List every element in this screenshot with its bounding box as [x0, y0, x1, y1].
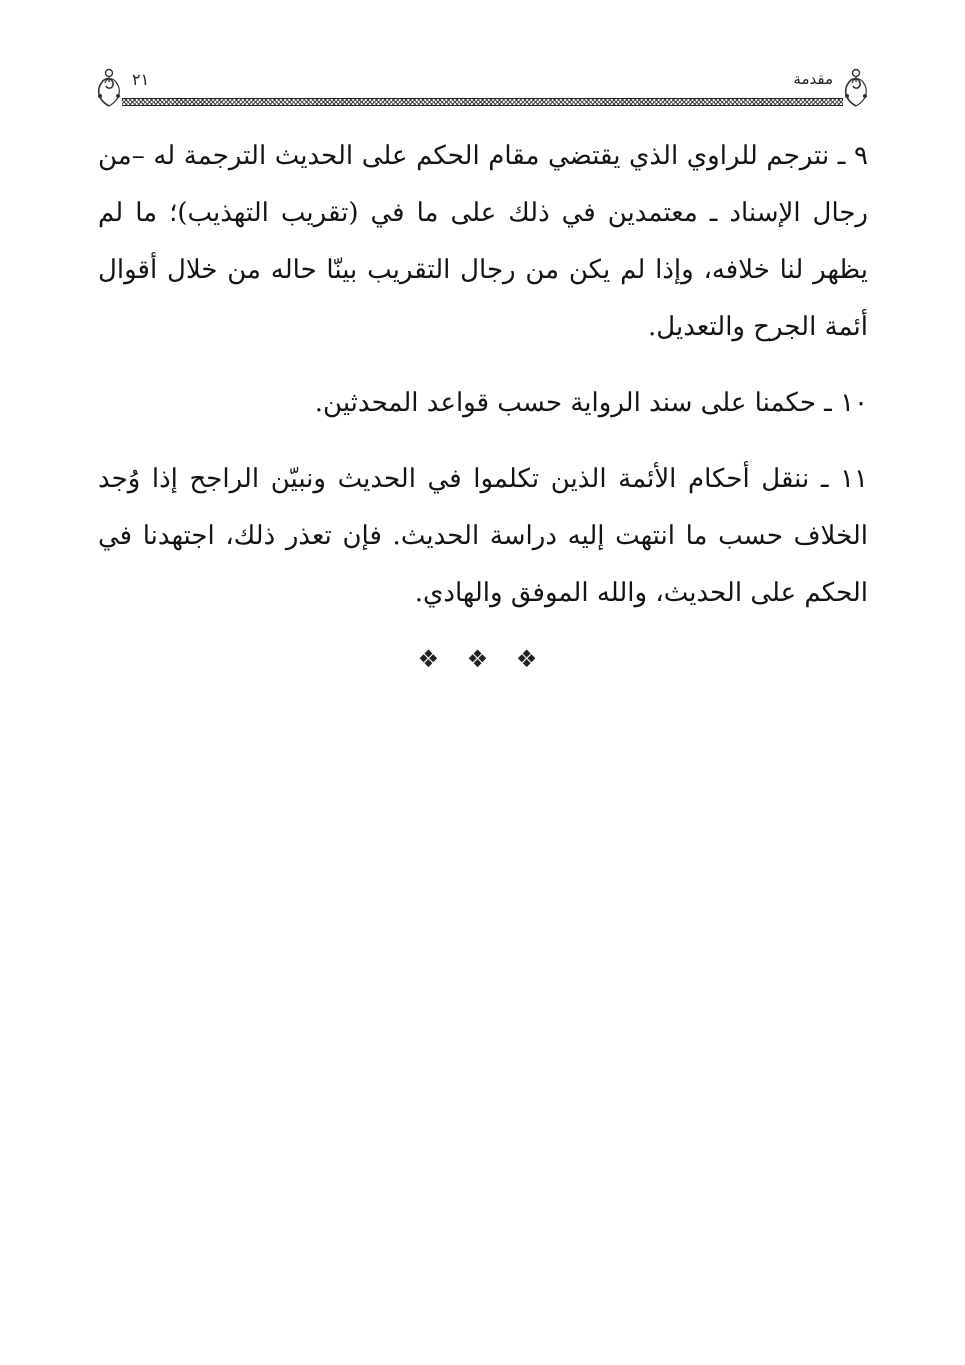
item-text: حكمنا على سند الرواية حسب قواعد المحدثين. — [314, 388, 816, 418]
decorative-header-band — [122, 98, 843, 106]
item-text: ننقل أحكام الأئمة الذين تكلموا في الحديث ونبيّن الراجح إذا وُجد الخلاف حسب ما انتهت إليه دراسة الحديث. فإن تعذر ذلك، اجتهدنا في الحكم على الحديث، والله الموفق والهادي. — [98, 464, 868, 608]
main-text — [98, 128, 868, 641]
item-number: ١٠ — [840, 388, 868, 418]
list-item — [98, 451, 868, 622]
list-item — [98, 375, 868, 432]
page-number: ٢١ — [132, 70, 150, 89]
item-dash: ـ — [815, 388, 832, 418]
item-dash: ـ — [809, 464, 829, 494]
item-number: ٩ — [854, 141, 868, 171]
item-text: نترجم للراوي الذي يقتضي مقام الحكم على الحديث الترجمة له –من رجال الإسناد ـ معتمدين في ذلك على ما في (تقريب التهذيب)؛ ما لم يظهر لنا خلافه، وإذا لم يكن من رجال التقريب بينّا حاله من خلال أقوال أئمة الجرح والتعديل. — [98, 141, 868, 342]
section-title: مقدمة — [793, 70, 833, 88]
item-number: ١١ — [840, 464, 868, 494]
section-separator: ❖ ❖ ❖ — [417, 645, 548, 673]
running-header — [92, 58, 873, 108]
floral-corner-icon — [92, 66, 126, 108]
item-dash: ـ — [829, 141, 846, 171]
floral-corner-icon — [839, 66, 873, 108]
list-item — [98, 128, 868, 356]
